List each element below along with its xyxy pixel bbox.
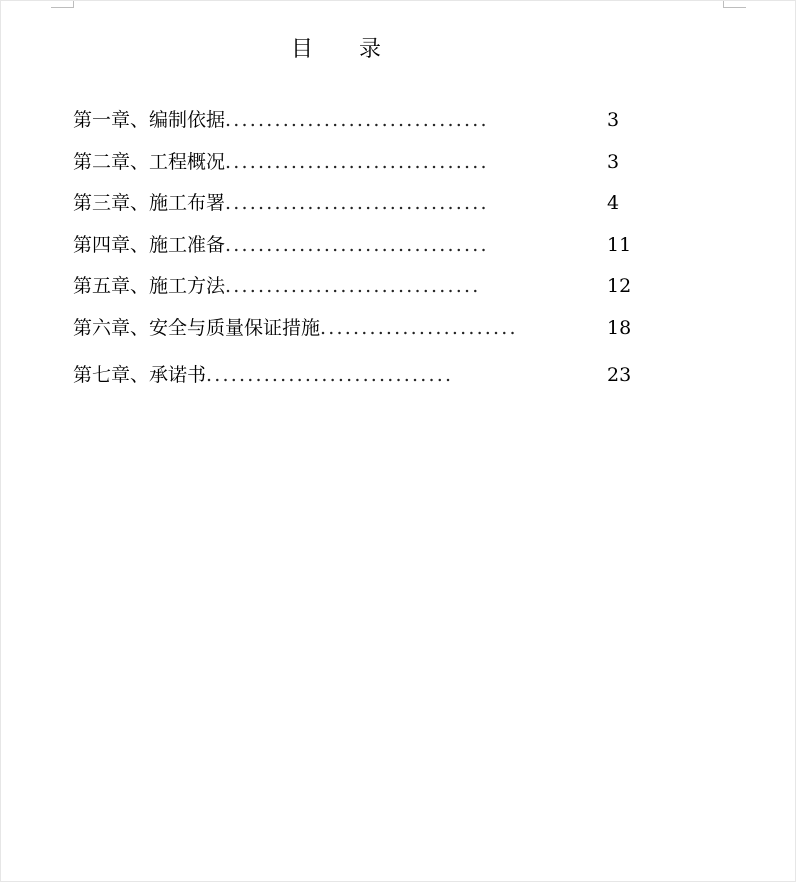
toc-entry-chapter-7[interactable] bbox=[73, 361, 632, 389]
toc-page-number: 3 bbox=[607, 151, 620, 173]
toc-page-number: 12 bbox=[607, 275, 632, 297]
toc-entry-label: 第五章、施工方法 bbox=[73, 275, 226, 297]
toc-leader-dots: ................................ bbox=[225, 192, 489, 214]
toc-entry-chapter-2[interactable] bbox=[73, 148, 620, 176]
toc-entry-label: 第六章、安全与质量保证措施 bbox=[73, 317, 321, 339]
toc-entry-chapter-6[interactable] bbox=[73, 314, 632, 342]
toc-entry-label: 第一章、编制依据 bbox=[73, 109, 226, 131]
crop-mark-top-right bbox=[723, 1, 746, 8]
toc-title bbox=[291, 36, 381, 64]
toc-leader-dots: ................................ bbox=[225, 151, 489, 173]
toc-entry-chapter-1[interactable] bbox=[73, 106, 620, 134]
toc-entry-chapter-5[interactable] bbox=[73, 272, 632, 300]
toc-leader-dots: ................................ bbox=[225, 234, 489, 256]
toc-leader-dots: ............................... bbox=[225, 275, 481, 297]
toc-page-number: 3 bbox=[607, 109, 620, 131]
toc-entry-chapter-3[interactable] bbox=[73, 189, 620, 217]
toc-title-second-char: 录 bbox=[359, 37, 382, 62]
toc-page-number: 18 bbox=[607, 317, 632, 339]
toc-entry-label: 第四章、施工准备 bbox=[73, 234, 226, 256]
crop-mark-top-left bbox=[51, 1, 74, 8]
toc-entry-chapter-4[interactable] bbox=[73, 231, 632, 259]
toc-page-number: 23 bbox=[607, 364, 632, 386]
toc-page-number: 11 bbox=[607, 234, 632, 256]
toc-title-first-char: 目 bbox=[291, 37, 314, 62]
toc-entry-label: 第三章、施工布署 bbox=[73, 192, 226, 214]
toc-leader-dots: ........................ bbox=[320, 317, 518, 339]
toc-leader-dots: .............................. bbox=[206, 364, 454, 386]
toc-page-number: 4 bbox=[607, 192, 620, 214]
toc-entry-label: 第二章、工程概况 bbox=[73, 151, 226, 173]
toc-entry-label: 第七章、承诺书 bbox=[73, 364, 207, 386]
toc-leader-dots: ................................ bbox=[225, 109, 489, 131]
